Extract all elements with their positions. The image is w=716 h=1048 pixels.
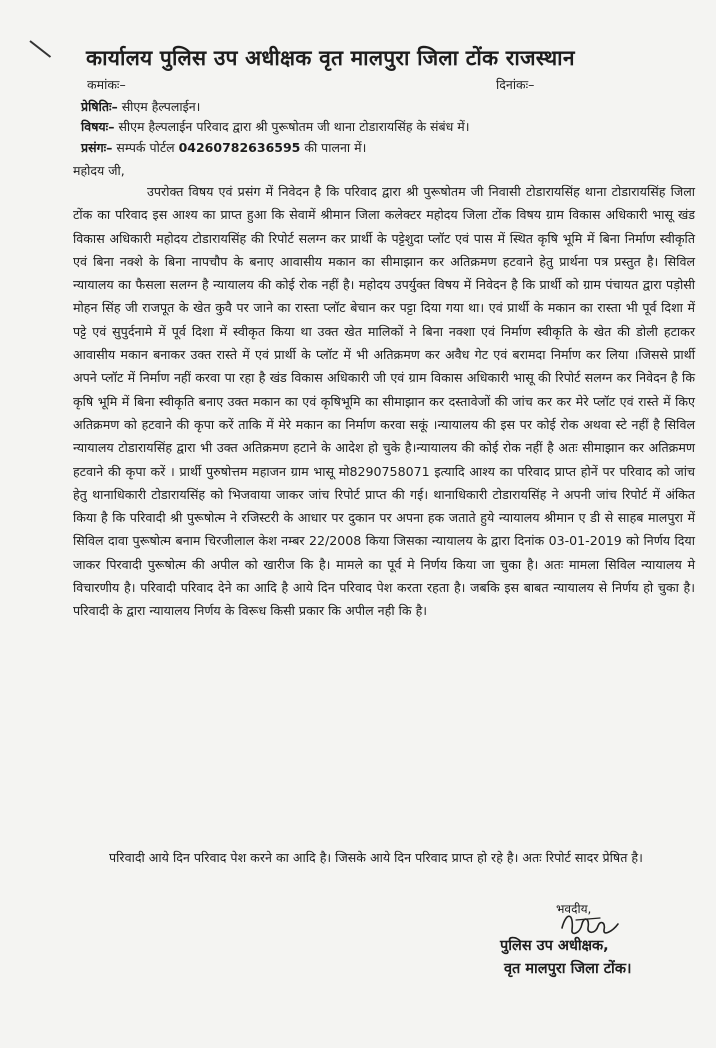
reference-row [87, 76, 687, 93]
yours-faithfully: भवदीय, [556, 902, 592, 916]
letterhead-title: कार्यालय पुलिस उप अधीक्षक वृत मालपुरा जिला टोंक राजस्थान [86, 46, 575, 70]
margin-mark [29, 40, 51, 58]
subject-line [81, 118, 470, 135]
body-paragraph: उपरोक्त विषय एवं प्रसंग में निवेदन है कि परिवाद द्वारा श्री पुरूषोतम जी निवासी टोडारायसिंह थाना टोडारायसिंह जिला टोंक का परिवाद इस आश्य का प्राप्त हुआ कि सेवामें श्रीमान जिला कलेक्टर महोदय जिला टोंक विषय ग्राम विकास अधिकारी भासू खंड विकास अधिकारी महोदय टोडारायसिंह की रिपोर्ट सलग्न कर प्रार्थी के पट्टेशुदा प्लॉट एवं पास में स्थित कृषि भूमि में बिना निर्माण स्वीकृति एवं बिना नक्शे के बिना नापचौप के बनाए आवासीय मकान का सीमाझान कर अतिक्रमण हटवाने हेतु प्रार्थना पत्र प्रस्तुत है। सिविल न्यायालय का फैसला सलग्न है न्यायालय की कोई रोक नहीं है। महोदय उपर्युक्त विषय में निवेदन है कि प्रार्थी को ग्राम पंचायत द्वारा पड़ोसी मोहन सिंह जी राजपूत के खेत कुवै पर जाने का रास्ता प्लॉट बेचान कर पट्टा दिया गया था। एवं प्रार्थी के मकान का रास्ता भी पूर्व दिशा में पट्टे एवं सुपुर्दनामे में पूर्व दिशा में स्वीकृत किया था उक्त खेत मालिकों ने बिना नक्शा एवं निर्माण स्वीकृति के खेत की डोली हटाकर आवासीय मकान बनाकर उक्त रास्ते में एवं प्रार्थी के प्लॉट में भी अतिक्रमण कर अवैध गेट एवं बरामदा निर्माण कर लिया ।जिससे प्रार्थी अपने प्लॉट में निर्माण नहीं करवा पा रहा है खंड विकास अधिकारी जी एवं ग्राम विकास अधिकारी भासू की रिपोर्ट सलग्न कर निवेदन है कि कृषि भूमि में बिना स्वीकृति बनाए उक्त मकान का एवं कृषिभूमि का सीमाझान कर दस्तावेजों की जांच कर कर मेरे प्लॉट एवं रास्ते में किए अतिक्रमण को हटवाने की कृपा करें ताकि में मेरे मकान का निर्माण करवा सकूं ।न्यायालय की इस पर कोई रोक अथवा स्टे नहीं है सिविल न्यायालय टोडारायसिंह द्वारा भी उक्त अतिक्रमण हटाने के आदेश हो चुके है।न्यायालय की कोई रोक नहीं है अतः सीमाझान कर अतिक्रमण हटवाने की कृपा करें । प्रार्थी पुरुषोत्तम महाजन ग्राम भासू मो8290758071 इत्यादि आश्य का परिवाद प्राप्त होनें पर परिवाद को जांच हेतु थानाधिकारी टोडारायसिंह को भिजवाया जाकर जांच रिपोर्ट प्राप्त की गई। थानाधिकारी टोडारायसिंह ने अपनी जांच रिपोर्ट में अंकित किया है कि परिवादी श्री पुरूषोत्म ने रजिस्टरी के आधार पर दुकान पर अपना हक जताते हुये न्यायालय श्रीमान ए डी से साहब मालपुरा में सिविल दावा पुरूषोत्म बनाम चिरजीलाल केश नम्बर 22/2008 किया जिसका न्यायालय के द्वारा दिनांक 03-01-2019 को निर्णय दिया जाकर पिरवादी पुरूषोत्म की अपील को खारीज कि है। मामले का पूर्व मे निर्णय किया जा चुका है। अतः मामला सिविल न्यायालय मे विचारणीय है। परिवादी परिवाद देने का आदि है आये दिन परिवाद पेश करता रहता है। जबकि इस बाबत न्यायालय से निर्णय हो चुका है। परिवादी के द्वारा न्यायालय निर्णय के विरूध किसी प्रकार कि अपील नही कि है। [73, 184, 696, 619]
addressee-label: प्रेषितिः– [81, 99, 118, 114]
reference-suffix: की पालना में। [304, 140, 367, 155]
letter-body [73, 180, 695, 623]
addressee-line [81, 98, 200, 115]
signatory-designation: पुलिस उप अधीक्षक, [500, 938, 609, 954]
reference-line [81, 139, 366, 156]
date-label: दिनांकः– [496, 77, 535, 92]
reference-text: सम्पर्क पोर्टल [116, 140, 175, 155]
signatory-office: वृत मालपुरा जिला टोंक। [504, 961, 632, 977]
subject-label: विषयः– [81, 119, 115, 134]
portal-number: 04260782636595 [178, 140, 301, 155]
reference-label: प्रसंगः– [81, 140, 113, 155]
closing-section [73, 846, 695, 869]
salutation: महोदय जी, [73, 163, 125, 178]
reference-number-label: कमांकः– [87, 77, 126, 92]
closing-paragraph: परिवादी आये दिन परिवाद पेश करने का आदि है। जिसके आये दिन परिवाद प्राप्त हो रहे है। अतः रिपोर्ट सादर प्रेषित है। [109, 850, 643, 865]
addressee-value: सीएम हैल्पलाईन। [121, 99, 201, 114]
subject-value: सीएम हैल्पलाईन परिवाद द्वारा श्री पुरूषोतम जी थाना टोडारायसिंह के संबंध में। [118, 119, 470, 134]
